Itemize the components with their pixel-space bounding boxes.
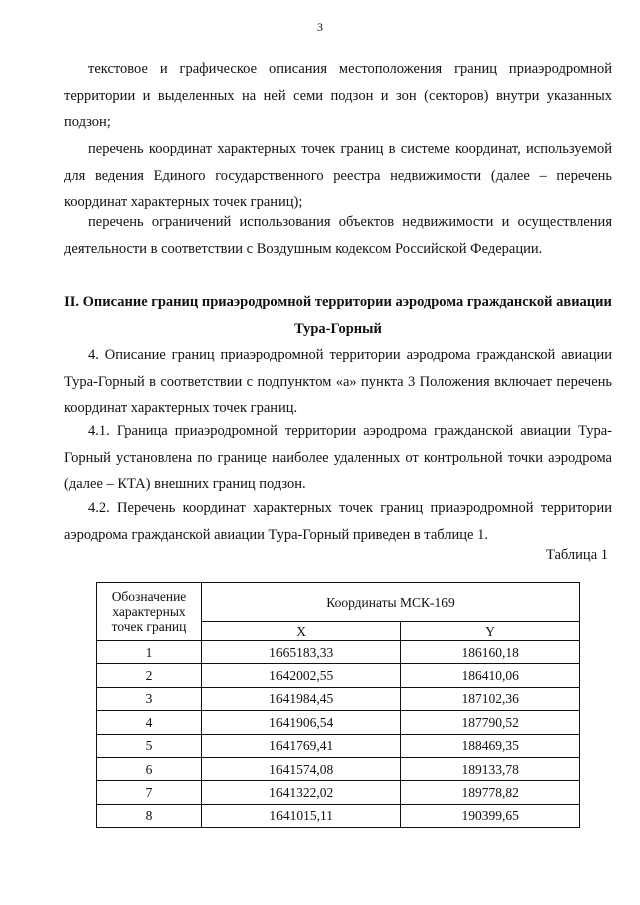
table-row: [97, 664, 580, 687]
coord-x: 1641769,41: [202, 734, 401, 757]
coord-y: 188469,35: [401, 734, 580, 757]
coord-x: 1641984,45: [202, 687, 401, 710]
table-row: [97, 687, 580, 710]
table-row: [97, 711, 580, 734]
header-y: Y: [401, 622, 580, 641]
paragraph-4: 4. Описание границ приаэродромной территории аэродрома гражданской авиации Тура-Горный в соответствии с подпунктом «а» пункта 3 Положения включает перечень координат характерных точек границ.: [64, 347, 612, 416]
coord-x: 1641906,54: [202, 711, 401, 734]
coord-y: 189778,82: [401, 781, 580, 804]
point-number: 2: [97, 664, 202, 687]
paragraph-4-1: 4.1. Граница приаэродромной территории аэродрома гражданской авиации Тура-Горный установлена по границе наиболее удаленных от контрольной точки аэродрома (далее – КТА) внешних границ подзон.: [64, 423, 612, 492]
header-coordinates: Координаты МСК-169: [202, 583, 580, 622]
coord-y: 186410,06: [401, 664, 580, 687]
table-caption: Таблица 1: [545, 547, 608, 563]
coord-x: 1641574,08: [202, 757, 401, 780]
table-row: [97, 734, 580, 757]
point-number: 4: [97, 711, 202, 734]
coord-y: 189133,78: [401, 757, 580, 780]
coord-x: 1641015,11: [202, 804, 401, 827]
paragraph-text-description: текстовое и графическое описания местоположения границ приаэродромной территории и выделенных на ней семи подзон и зон (секторов) внутри указанных подзон;: [64, 61, 612, 130]
coord-x: 1665183,33: [202, 641, 401, 664]
coord-y: 187790,52: [401, 711, 580, 734]
point-number: 6: [97, 757, 202, 780]
table-row: [97, 781, 580, 804]
section-heading: II. Описание границ приаэродромной территории аэродрома гражданской авиации Тура-Горный: [64, 294, 612, 337]
paragraph-coordinates-list: перечень координат характерных точек границ в системе координат, используемой для ведения Единого государственного реестра недвижимости (далее – перечень координат характерных точек границ);: [64, 141, 612, 210]
table-row: [97, 641, 580, 664]
paragraph-4-2: 4.2. Перечень координат характерных точек границ приаэродромной территории аэродрома гражданской авиации Тура-Горный приведен в таблице 1.: [64, 500, 612, 543]
table-row: [97, 804, 580, 827]
coordinates-table: [96, 582, 580, 828]
header-point-designation: Обозначение характерных точек границ: [97, 583, 202, 641]
paragraph-restrictions-list: перечень ограничений использования объектов недвижимости и осуществления деятельности в соответствии с Воздушным кодексом Российской Федерации.: [64, 214, 612, 257]
page-number: 3: [317, 20, 323, 34]
point-number: 5: [97, 734, 202, 757]
point-number: 3: [97, 687, 202, 710]
point-number: 8: [97, 804, 202, 827]
header-x: X: [202, 622, 401, 641]
coord-y: 187102,36: [401, 687, 580, 710]
coord-x: 1642002,55: [202, 664, 401, 687]
point-number: 1: [97, 641, 202, 664]
point-number: 7: [97, 781, 202, 804]
coord-x: 1641322,02: [202, 781, 401, 804]
table-row: [97, 757, 580, 780]
coord-y: 186160,18: [401, 641, 580, 664]
coord-y: 190399,65: [401, 804, 580, 827]
